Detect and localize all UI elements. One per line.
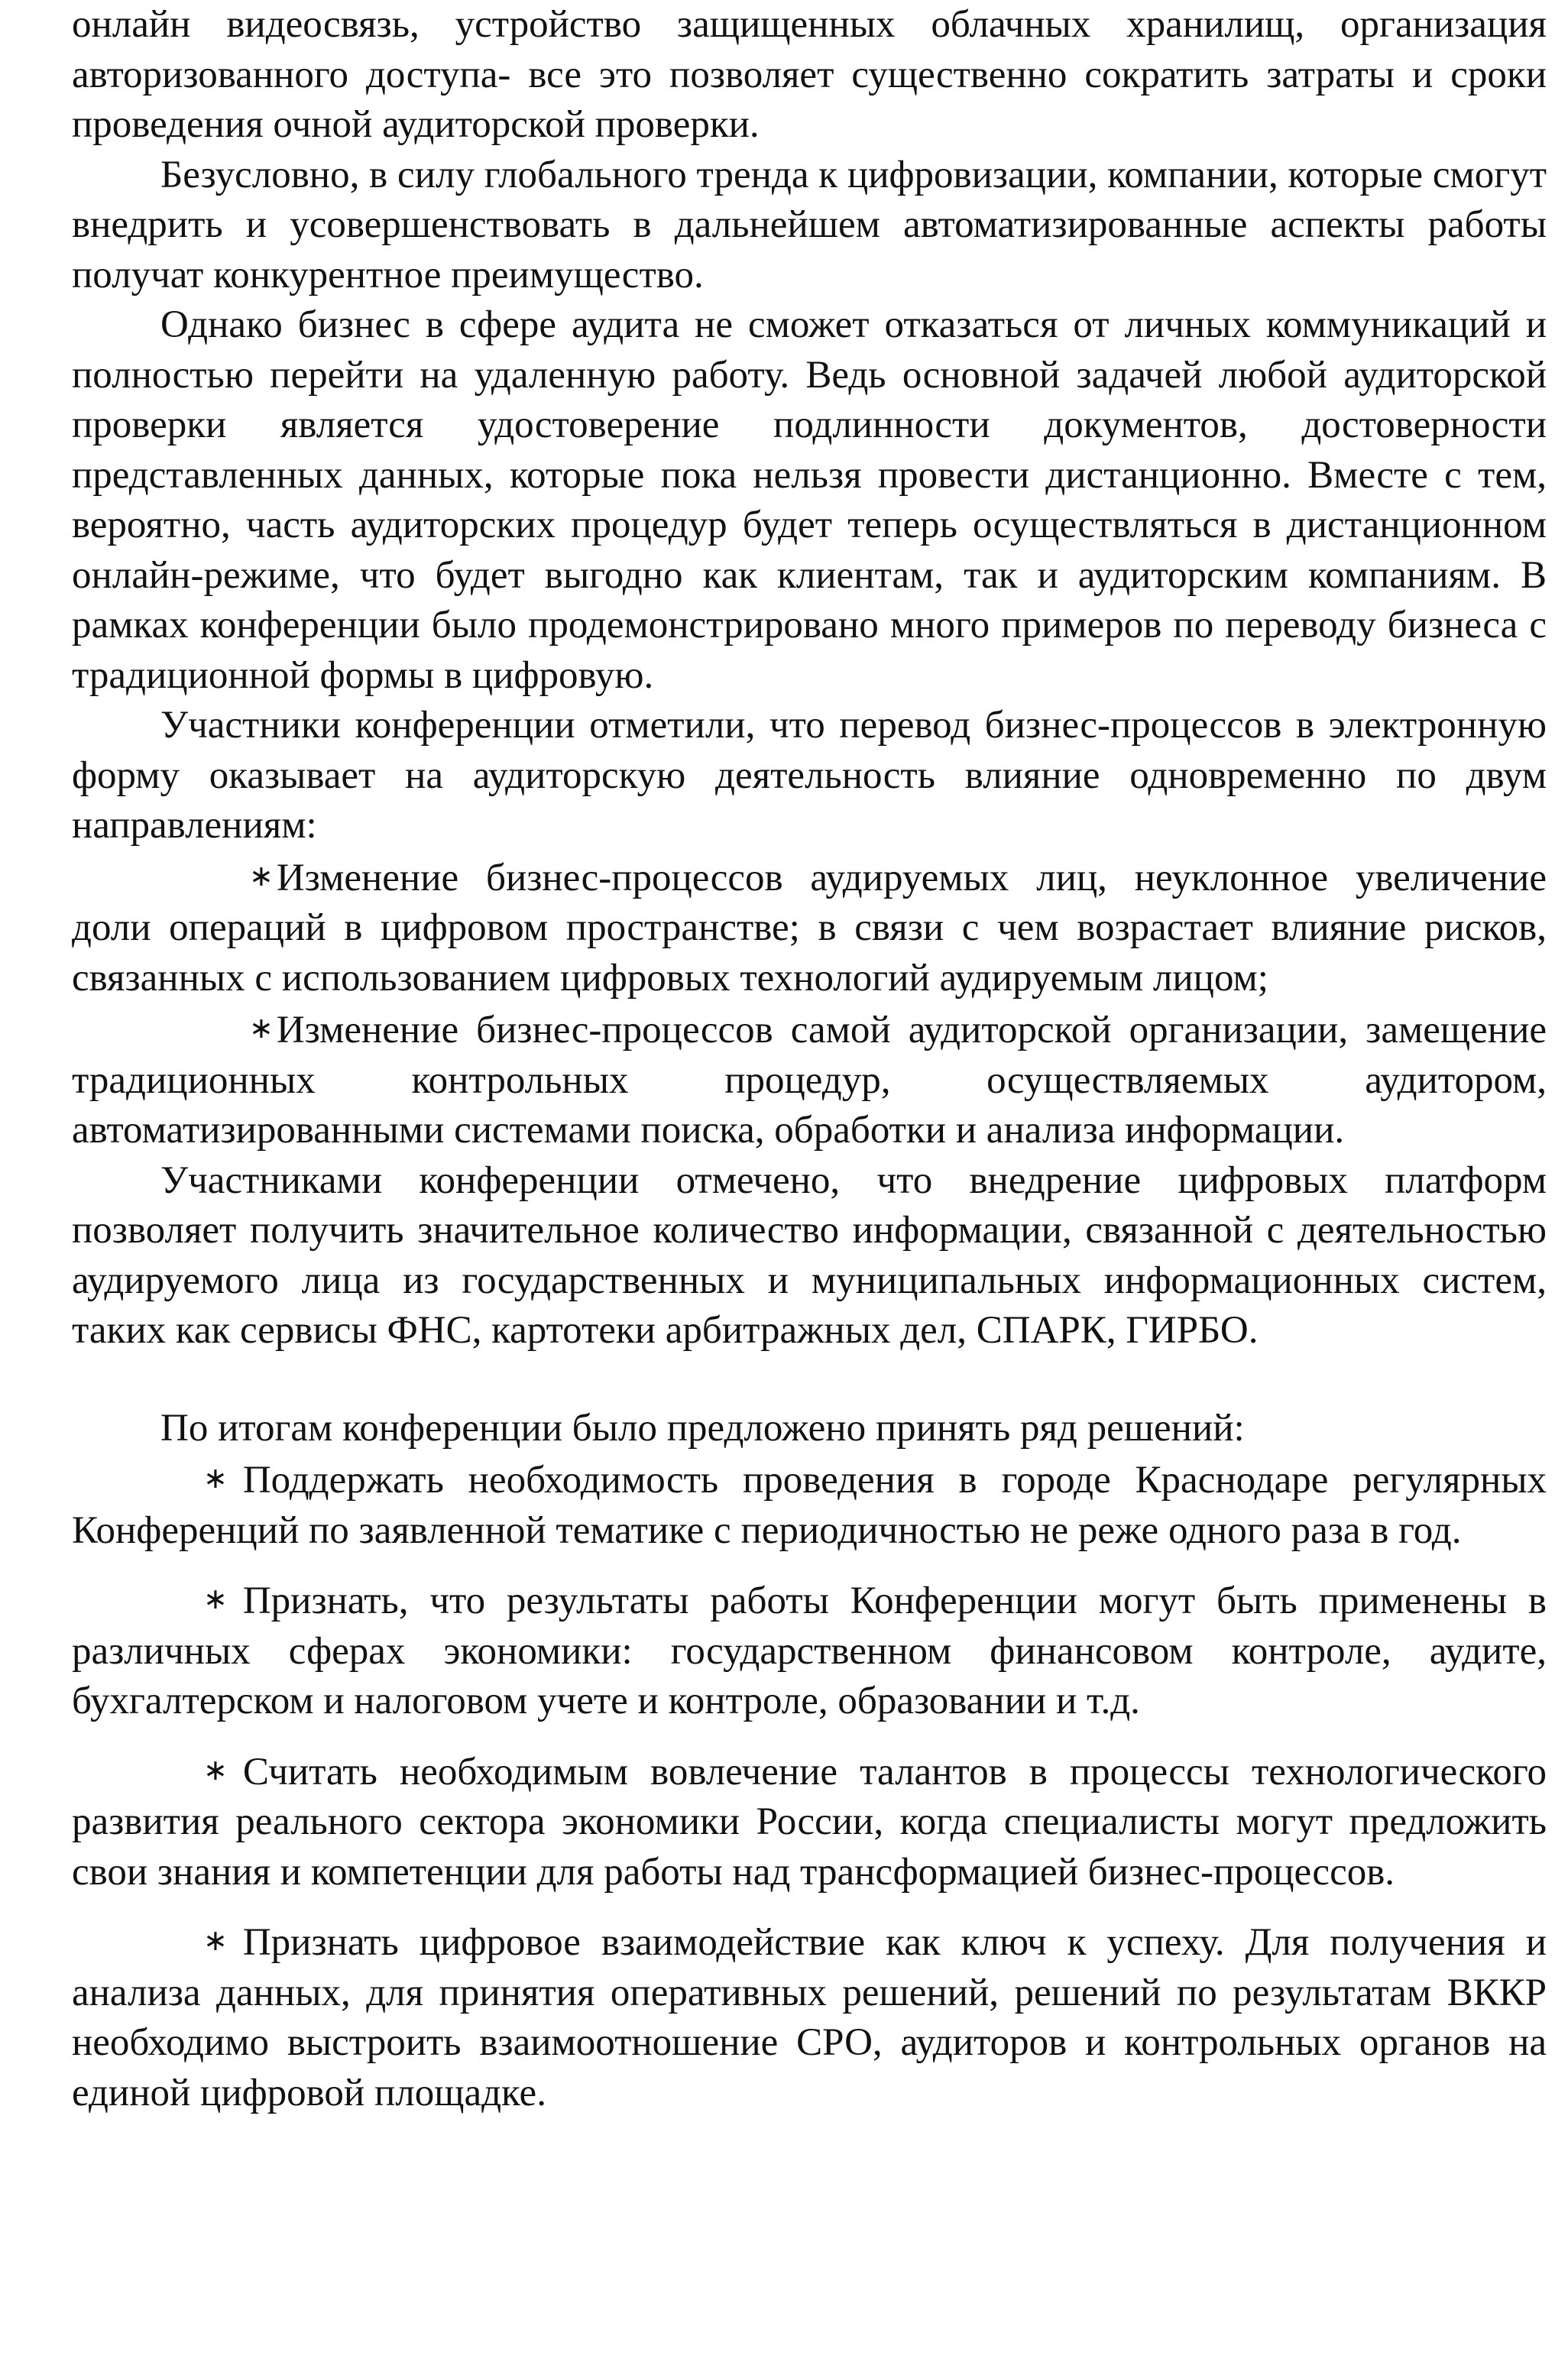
list-item — [72, 851, 1547, 1004]
document-page — [72, 0, 1547, 2118]
list-item-text: Изменение бизнес-процессов самой аудиторской организации, замещение традиционных контрольных процедур, осуществляемых аудитором, автоматизированными системами поиска, обработки и анализа информации. — [72, 1009, 1547, 1152]
bullet-star-icon: ∗ — [249, 1011, 274, 1045]
bullet-star-icon: ∗ — [249, 858, 274, 893]
list-item-text: Признать, что результаты работы Конференции могут быть применены в различных сферах экономики: государственном финансовом контроле, аудите, бухгалтерском и налоговом учете и контроле, образовании и т.д. — [72, 1580, 1547, 1722]
bullet-star-icon: ∗ — [203, 1752, 228, 1787]
paragraph-continuation: онлайн видеосвязь, устройство защищенных облачных хранилищ, организация авторизованного доступа- все это позволяет существенно сократить затраты и сроки проведения очной аудиторской проверки. — [72, 3, 1547, 146]
list-item-text: Поддержать необходимость проведения в городе Краснодаре регулярных Конференций по заявленной тематике с периодичностью не реже одного раза в год. — [72, 1459, 1547, 1552]
paragraph-decisions-intro: По итогам конференции было предложено принять ряд решений: — [160, 1406, 1245, 1450]
bullet-star-icon: ∗ — [203, 1923, 228, 1957]
list-item-text: Считать необходимым вовлечение талантов в процессы технологического развития реального сектора экономики России, когда специалисты могут предложить свои знания и компетенции для работы над трансформацией бизнес-процессов. — [72, 1750, 1547, 1894]
list-item-text: Признать цифровое взаимодействие как ключ к успеху. Для получения и анализа данных, для принятия оперативных решений, решений по результатам ВККР необходимо выстроить взаимоотношение СРО, аудиторов и контрольных органов на единой цифровой площадке. — [72, 1921, 1547, 2114]
bullet-star-icon: ∗ — [203, 1582, 228, 1615]
list-item — [72, 1453, 1547, 1556]
list-item — [72, 1745, 1547, 1898]
paragraph-digitalization: Безусловно, в силу глобального тренда к цифровизации, компании, которые смогут внедрить и усовершенствовать в дальнейшем автоматизированные аспекты работы получат конкурентное преимущество. — [72, 153, 1547, 296]
list-item-text: Изменение бизнес-процессов аудируемых лиц, неуклонное увеличение доли операций в цифровом пространстве; в связи с чем возрастает влияние рисков, связанных с использованием цифровых технологий аудируемым лицом; — [72, 856, 1547, 1000]
list-item — [72, 1574, 1547, 1727]
bullet-star-icon: ∗ — [203, 1461, 228, 1495]
paragraph-platforms: Участниками конференции отмечено, что внедрение цифровых платформ позволяет получить значительное количество информации, связанной с деятельностью аудируемого лица из государственных и муниципальных информационных систем, таких как сервисы ФНС, картотеки арбитражных дел, СПАРК, ГИРБО. — [72, 1158, 1547, 1352]
list-item — [72, 1916, 1547, 2118]
list-item — [72, 1003, 1547, 1156]
paragraph-participants: Участники конференции отметили, что перевод бизнес-процессов в электронную форму оказывает на аудиторскую деятельность влияние одновременно по двум направлениям: — [72, 704, 1547, 847]
paragraph-audit-business: Однако бизнес в сфере аудита не сможет отказаться от личных коммуникаций и полностью перейти на удаленную работу. Ведь основной задачей любой аудиторской проверки является удостоверение подлинности документов, достоверности представленных данных, которые пока нельзя провести дистанционно. Вместе с тем, вероятно, часть аудиторских процедур будет теперь осуществляться в дистанционном онлайн-режиме, что будет выгодно как клиентам, так и аудиторским компаниям. В рамках конференции было продемонстрировано много примеров по переводу бизнеса с традиционной формы в цифровую. — [72, 303, 1547, 697]
